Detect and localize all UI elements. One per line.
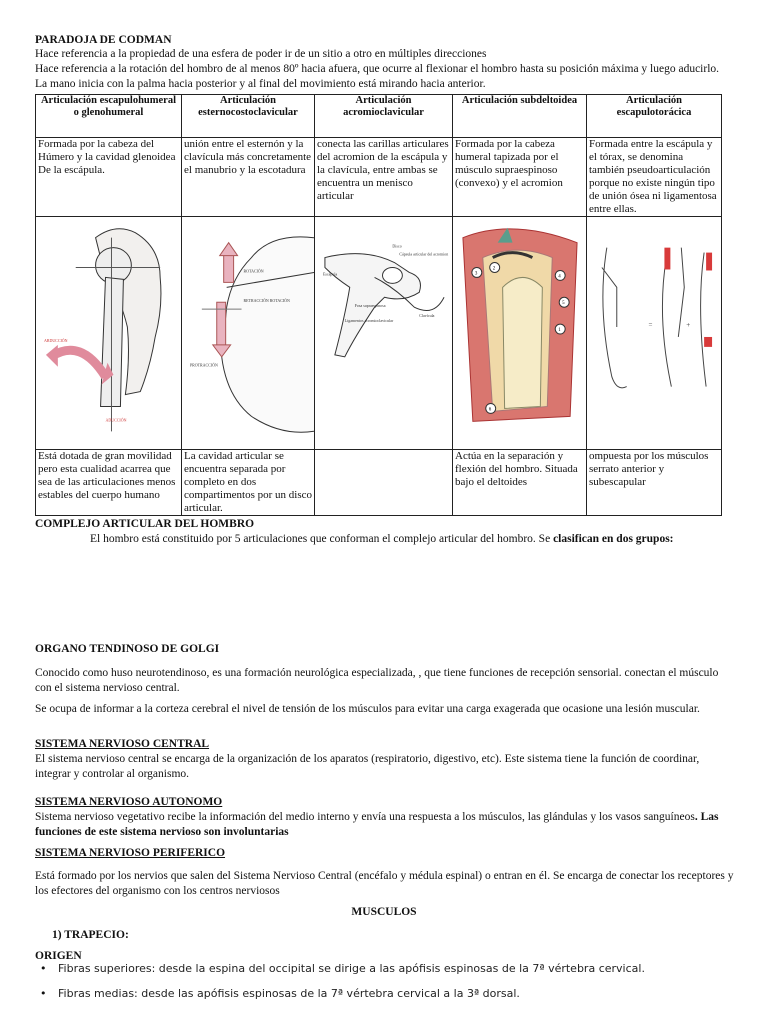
codman-line-2: Hace referencia a la rotación del hombro de al menos 80º hacia afuera, que ocurre al flexionar el hombro hasta su posición máxima y luego aducirlo. xyxy=(35,63,720,75)
subdel-num-5: 1 xyxy=(558,328,561,334)
sna-text-a: Sistema nervioso vegetativo recibe la información del medio interno y envía una respuesta a los músculos, las glándulas y los vasos sanguíneos xyxy=(35,811,695,823)
complejo-text-a: El hombro está constituido por 5 articulaciones que conforman el complejo articular del hombro. Se xyxy=(90,533,554,545)
subdel-num-6: 6 xyxy=(488,407,492,413)
acromio-label-fosa: Fosa supraespinosa xyxy=(354,303,386,309)
table-row-notes xyxy=(36,450,722,516)
acromio-label-escapula: Escápula xyxy=(322,271,338,277)
table-header-row xyxy=(36,95,722,138)
header-glenohumeral: Articulación escapulohumeral o glenohumeral xyxy=(36,95,182,138)
esterno-illustration xyxy=(182,217,315,450)
snp-title: SISTEMA NERVIOSO PERIFERICO xyxy=(35,847,226,859)
golgi-title: ORGANO TENDINOSO DE GOLGI xyxy=(35,643,220,655)
esterno-label-retraccion: RETRACCIÓN ROTACIÓN xyxy=(243,298,290,304)
cell-description-acromio: conecta las carillas articulares del acromion de la escápula y la clavícula, entre ambas se encuentra un menisco articular xyxy=(315,138,453,217)
glen-label-abduccion: ABDUCCIÓN xyxy=(43,337,68,343)
cell-description-esterno: unión entre el esternón y la clavícula más concretamente el manubrio y la escotadura xyxy=(182,138,315,217)
acromio-illustration xyxy=(315,217,453,450)
esterno-label-protraccion: PROTRACCIÓN xyxy=(189,362,218,368)
snp-text: Está formado por los nervios que salen del Sistema Nervioso Central (encéfalo y médula espinal) o entran en él. Se encarga de conectar los receptores y los efectores del organismo con los centros nerviosos xyxy=(35,870,734,897)
svg-text:=: = xyxy=(648,321,653,330)
snc-text: El sistema nervioso central se encarga de la organización de los aparatos (respiratorio, digestivo, etc). Este sistema tiene la función de coordinar, integrar y controlar al organismo. xyxy=(35,753,700,780)
acromioclavicular-figure xyxy=(315,217,452,449)
glenohumeral-illustration xyxy=(36,217,182,450)
complejo-text-b: clasifican en dos grupos: xyxy=(553,533,674,545)
cell-notes-glenohumeral: Está dotada de gran movilidad pero esta cualidad acarrea que sea de las articulaciones menos estables del cuerpo humano xyxy=(36,450,182,516)
cell-description-escapulotoracica: Formada entre la escápula y el tórax, se denomina también pseudoarticulación porque no existe ningún tipo de unión ósea ni ligamentosa entre ellas. xyxy=(587,138,722,217)
golgi-p2: Se ocupa de informar a la corteza cerebral el nivel de tensión de los músculos para evitar una carga exagerada que ocasione una lesión muscular. xyxy=(35,703,700,715)
header-esternocostoclavicular: Articulación esternocostoclavicular xyxy=(182,95,315,138)
complejo-title: COMPLEJO ARTICULAR DEL HOMBRO xyxy=(35,518,255,530)
esterno-label-rotacion: ROTACIÓN xyxy=(243,268,264,274)
codman-line-1: Hace referencia a la propiedad de una esfera de poder ir de un sitio a otro en múltiples direcciones xyxy=(35,48,487,60)
origen-list xyxy=(58,962,748,1012)
acromio-label-capsula: Cápsula articular del acromion xyxy=(399,251,449,257)
sternoclavicular-figure xyxy=(182,217,314,449)
cell-notes-subdeltoidea: Actúa en la separación y flexión del hombro. Situada bajo el deltoides xyxy=(453,450,587,516)
codman-line-3: La mano inicia con la palma hacia posterior y al final del movimiento está mirando hacia anterior. xyxy=(35,78,486,90)
header-escapulotoracica: Articulación escapulotorácica xyxy=(587,95,722,138)
snc-title: SISTEMA NERVIOSO CENTRAL xyxy=(35,738,210,750)
table-row-description xyxy=(36,138,722,217)
sna-text-b: . Las funciones de este sistema nervioso son involuntarias xyxy=(35,811,719,838)
cell-description-subdeltoidea: Formada por la cabeza humeral tapizada por el músculo supraespinoso (convexo) y el acromion xyxy=(453,138,587,217)
subdeltoidea-illustration xyxy=(453,217,587,450)
glen-label-aduccion: ADUCCIÓN xyxy=(105,417,127,423)
sna-title: SISTEMA NERVIOSO AUTONOMO xyxy=(35,796,223,808)
subdeltoid-figure xyxy=(453,217,586,449)
subdel-num-3: 4 xyxy=(558,274,561,280)
list-item: • Fibras medias: desde las apófisis espinosas de la 7ª vértebra cervical a la 3ª dorsal. xyxy=(58,987,748,1000)
complejo-text xyxy=(90,533,730,545)
cell-notes-acromio xyxy=(315,450,453,516)
acromio-label-ligamentos: Ligamentos acromioclavicular xyxy=(344,318,394,324)
subdel-num-1: 3 xyxy=(474,271,478,277)
origen-heading: ORIGEN xyxy=(35,950,82,962)
subdel-num-2: 2 xyxy=(492,266,496,272)
svg-text:+: + xyxy=(686,321,691,330)
joints-table xyxy=(35,94,722,516)
acromio-label-disco: Disco xyxy=(392,243,402,249)
cell-notes-esterno: La cavidad articular se encuentra separada por completo en dos compartimentos por un disco articular. xyxy=(182,450,315,516)
musculos-title: MUSCULOS xyxy=(351,906,417,918)
acromio-label-clavicula: Clavícula xyxy=(419,313,435,319)
scapulothoracic-figure xyxy=(587,217,721,449)
codman-title: PARADOJA DE CODMAN xyxy=(35,34,172,46)
list-item: • Fibras superiores: desde la espina del occipital se dirige a las apófisis espinosas de la 7ª vértebra cervical. xyxy=(58,962,748,975)
sna-text xyxy=(35,810,735,840)
subdel-num-4: 5 xyxy=(562,301,565,307)
cell-description-glenohumeral: Formada por la cabeza del Húmero y la cavidad glenoidea De la escápula. xyxy=(36,138,182,217)
golgi-p1: Conocido como huso neurotendinoso, es una formación neurológica especializada, , que tiene funciones de recepción sensorial. conectan el músculo con el sistema nervioso central. xyxy=(35,667,719,694)
header-subdeltoidea: Articulación subdeltoidea xyxy=(453,95,587,138)
header-acromioclavicular: Articulación acromioclavicular xyxy=(315,95,453,138)
escapulotoracica-illustration xyxy=(587,217,722,450)
table-row-images xyxy=(36,217,722,450)
cell-notes-escapulotoracica: ompuesta por los músculos serrato anterior y subescapular xyxy=(587,450,722,516)
shoulder-abduction-figure xyxy=(36,217,181,449)
trapecio-heading: 1) TRAPECIO: xyxy=(52,929,129,941)
